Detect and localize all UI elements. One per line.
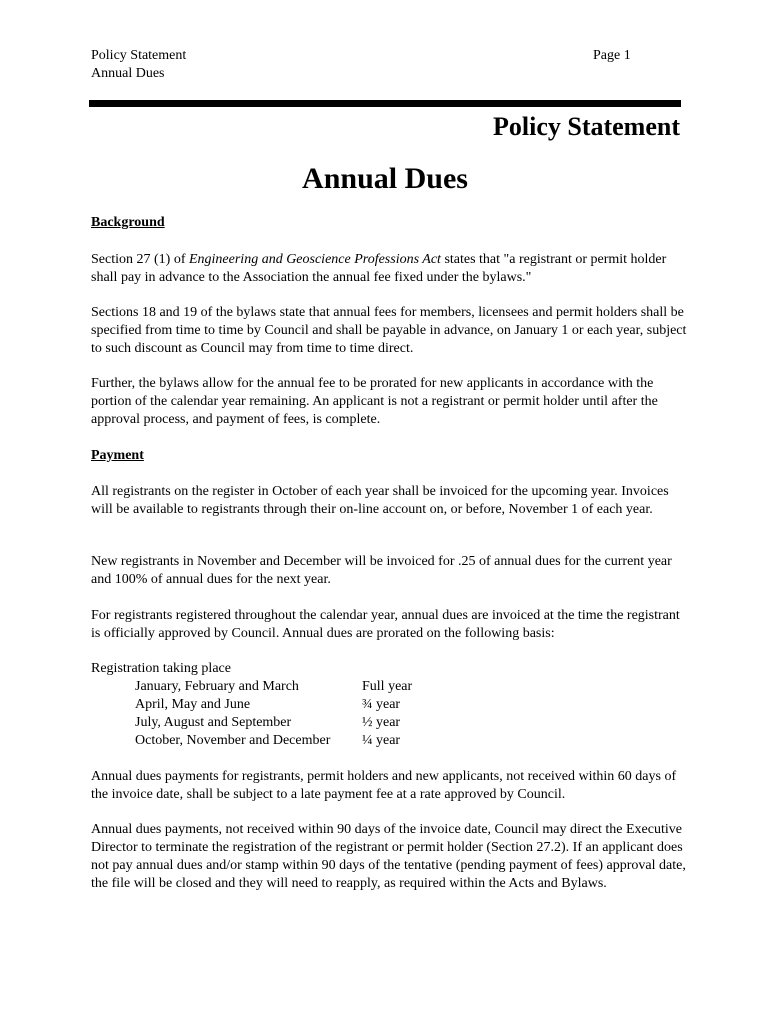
act-title: Engineering and Geoscience Professions Act [188,252,441,267]
payment-paragraph-1 [91,483,691,519]
table-row [91,696,401,714]
header-line-2: Annual Dues [91,66,165,81]
document-title: Policy Statement [492,112,680,141]
paragraph-text: Further, the bylaws allow for the annual fee to be prorated for new applicants in accordance with the portion of the calendar year remaining. An applicant is not a registrant or permit holder until after the approval process, and payment of fees, is complete. [91,376,658,427]
share-cell: ½ year [362,715,401,730]
header-line-1: Policy Statement [91,48,187,63]
period-cell: January, February and March [135,679,299,694]
background-paragraph-3 [91,375,691,429]
share-cell: ¾ year [362,697,401,712]
header-rule [89,100,681,107]
payment-paragraph-4 [91,768,691,804]
section-heading-payment: Payment [91,448,144,463]
paragraph-text: For registrants registered throughout the calendar year, annual dues are invoiced at the time the registrant is officially approved by Council. Annual dues are prorated on the following basis: [91,608,680,641]
table-label-row [91,660,231,678]
page-number: Page 1 [593,48,631,63]
table-row [91,678,413,696]
document-subtitle: Annual Dues [302,162,468,195]
table-row [91,732,401,750]
section-heading-background: Background [91,215,165,230]
table-row [91,714,401,732]
share-cell: ¼ year [362,733,401,748]
running-header [91,47,186,83]
period-cell: July, August and September [135,715,292,730]
paragraph-text: All registrants on the register in October of each year shall be invoiced for the upcoming year. Invoices will be available to registrants through their on-line account on, or before, November 1 of each year. [91,484,669,517]
background-paragraph-1 [91,251,691,287]
text-run: states that "a registrant or permit holder shall pay in advance to the Association the annual fee fixed under the bylaws." [91,252,667,285]
table-label: Registration taking place [91,661,231,676]
paragraph-text: Annual dues payments for registrants, permit holders and new applicants, not received within 60 days of the invoice date, shall be subject to a late payment fee at a rate approved by Council. [91,769,677,802]
period-cell: October, November and December [135,733,331,748]
payment-paragraph-3 [91,607,691,643]
text-run: Section 27 (1) of [91,252,189,267]
paragraph-text: Annual dues payments, not received within 90 days of the invoice date, Council may direct the Executive Director to terminate the registration of the registrant or permit holder (Section 27.2). If an applicant does not pay annual dues and/or stamp within 90 days of the tentative (pending payment of fees) approval date, the file will be closed and they will need to reapply, as required within the Acts and Bylaws. [91,822,686,891]
paragraph-text: New registrants in November and December will be invoiced for .25 of annual dues for the current year and 100% of annual dues for the next year. [91,554,672,587]
payment-paragraph-2 [91,553,691,589]
proration-table [91,660,413,750]
background-paragraph-2 [91,304,691,358]
payment-paragraph-5 [91,821,691,893]
period-cell: April, May and June [135,697,251,712]
share-cell: Full year [362,679,413,694]
paragraph-text: Sections 18 and 19 of the bylaws state that annual fees for members, licensees and permit holders shall be specified from time to time by Council and shall be payable in advance, on January 1 or each year, subject to such discount as Council may from time to time direct. [91,305,687,356]
